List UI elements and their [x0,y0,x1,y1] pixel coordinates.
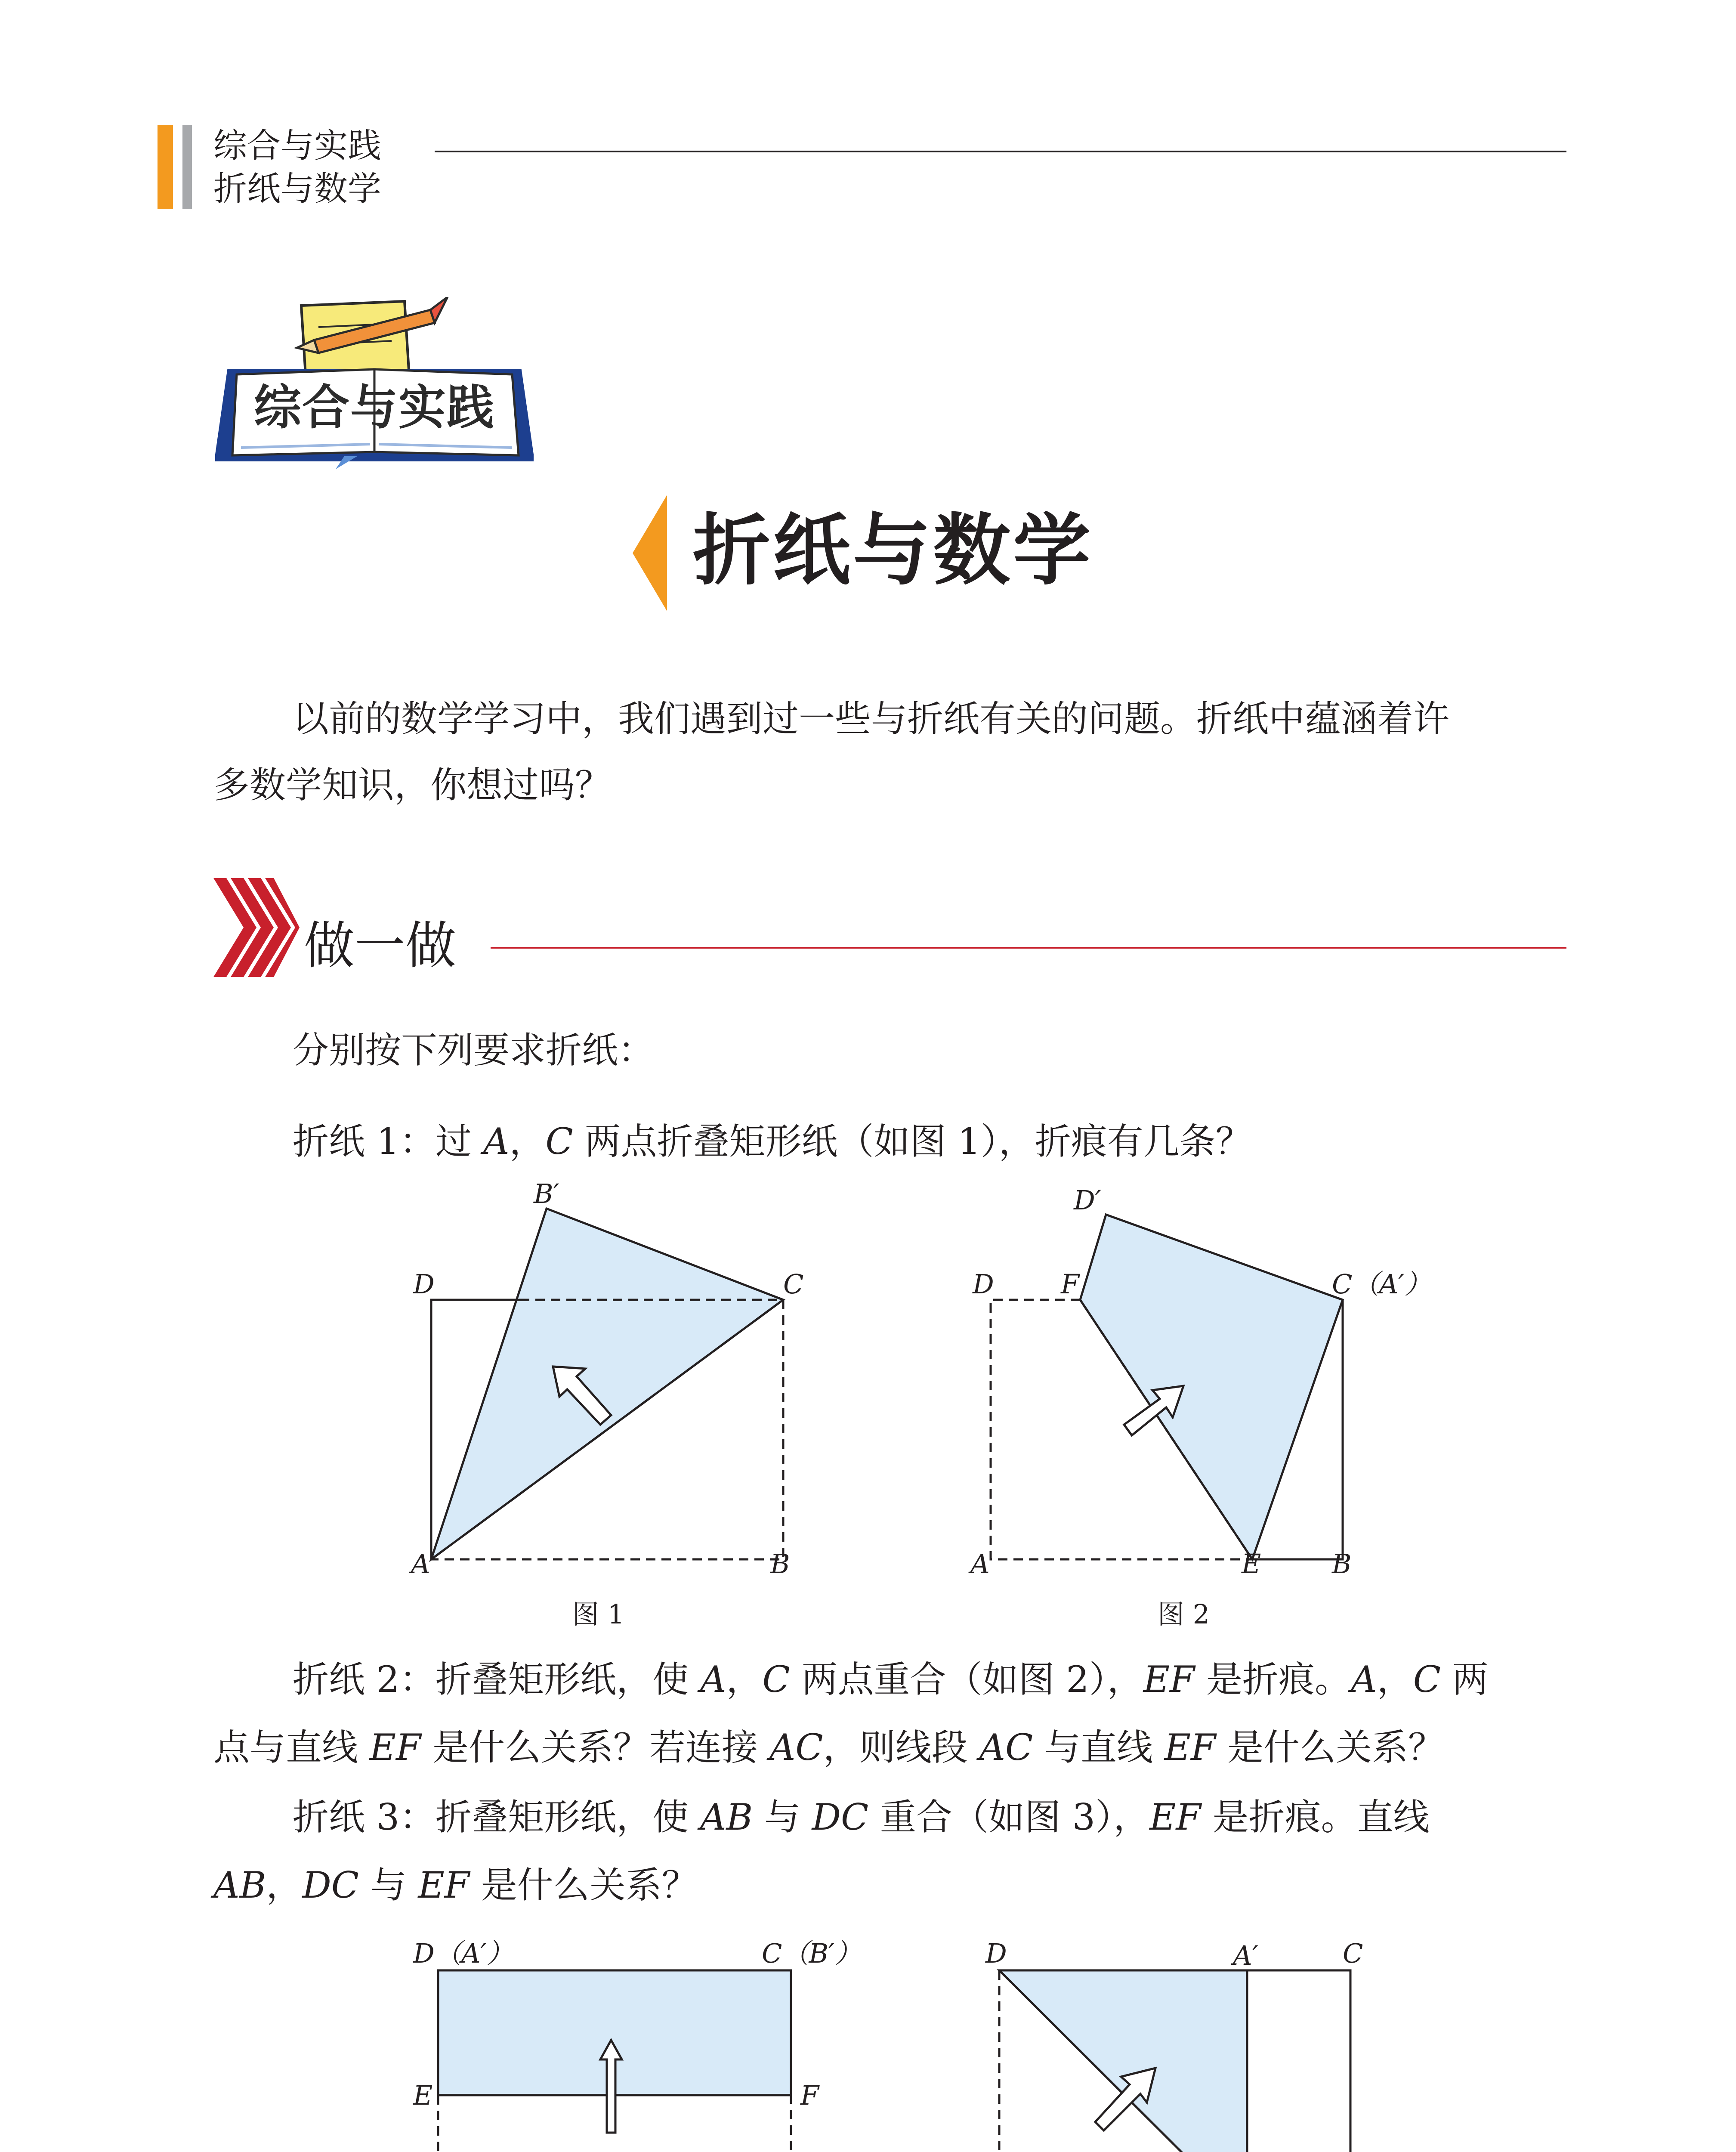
figure-2 [964,1179,1446,1575]
section-heading: 做一做 [304,916,457,975]
svg-text:A: A [970,1548,990,1575]
svg-text:E: E [1242,1548,1261,1575]
figure-1 [405,1179,809,1575]
svg-text:C（B′）: C（B′） [762,1938,862,1969]
header-gray-bar [182,125,192,209]
svg-text:C: C [1343,1938,1363,1969]
svg-text:F: F [1061,1268,1080,1300]
svg-text:A: A [411,1548,430,1575]
figure-4 [964,1937,1403,2152]
intro-line-2: 多数学知识，你想过吗？ [213,764,612,806]
fold2-line-2: 点与直线 EF 是什么关系？若连接 AC，则线段 AC 与直线 EF 是什么关系？ [213,1726,1445,1769]
figure-2-caption: 图 2 [1158,1599,1210,1630]
svg-text:F: F [800,2080,819,2111]
header-accent-bar [158,125,173,209]
svg-text:B′: B′ [534,1179,559,1209]
svg-text:D: D [973,1268,994,1300]
section-rule [491,947,1566,949]
chevrons-icon [213,878,300,977]
figure-3 [405,1937,869,2152]
header-topic: 折纸与数学 [213,170,382,208]
fold1-text: 折纸 1：过 A，C 两点折叠矩形纸（如图 1），折痕有几条？ [293,1120,1252,1163]
svg-text:E: E [413,2080,433,2111]
svg-text:D: D [413,1268,435,1300]
svg-text:D（A′）: D（A′） [413,1938,513,1969]
section-badge-label: 综合与实践 [254,380,495,435]
svg-text:B: B [1332,1548,1352,1575]
svg-text:B: B [770,1548,790,1575]
figure-1-caption: 图 1 [572,1599,625,1630]
fold3-line-2: AB，DC 与 EF 是什么关系？ [213,1864,698,1906]
svg-text:D′: D′ [1074,1184,1101,1216]
svg-text:C: C [783,1268,804,1300]
intro-line-1: 以前的数学学习中，我们遇到过一些与折纸有关的问题。折纸中蕴涵着许 [293,698,1450,740]
instructions: 分别按下列要求折纸： [293,1029,655,1071]
header-chapter: 综合与实践 [213,127,382,165]
header-rule [435,151,1566,152]
svg-text:C（A′）: C（A′） [1332,1268,1431,1300]
svg-text:A′: A′ [1233,1940,1258,1971]
fold3-line-1: 折纸 3：折叠矩形纸，使 AB 与 DC 重合（如图 3），EF 是折痕。直线 [293,1796,1430,1838]
page-title: 折纸与数学 [693,506,1093,596]
svg-text:D: D [985,1938,1007,1969]
title-marker [633,495,667,611]
fold2-line-1: 折纸 2：折叠矩形纸，使 A，C 两点重合（如图 2），EF 是折痕。A，C 两 [293,1658,1489,1701]
